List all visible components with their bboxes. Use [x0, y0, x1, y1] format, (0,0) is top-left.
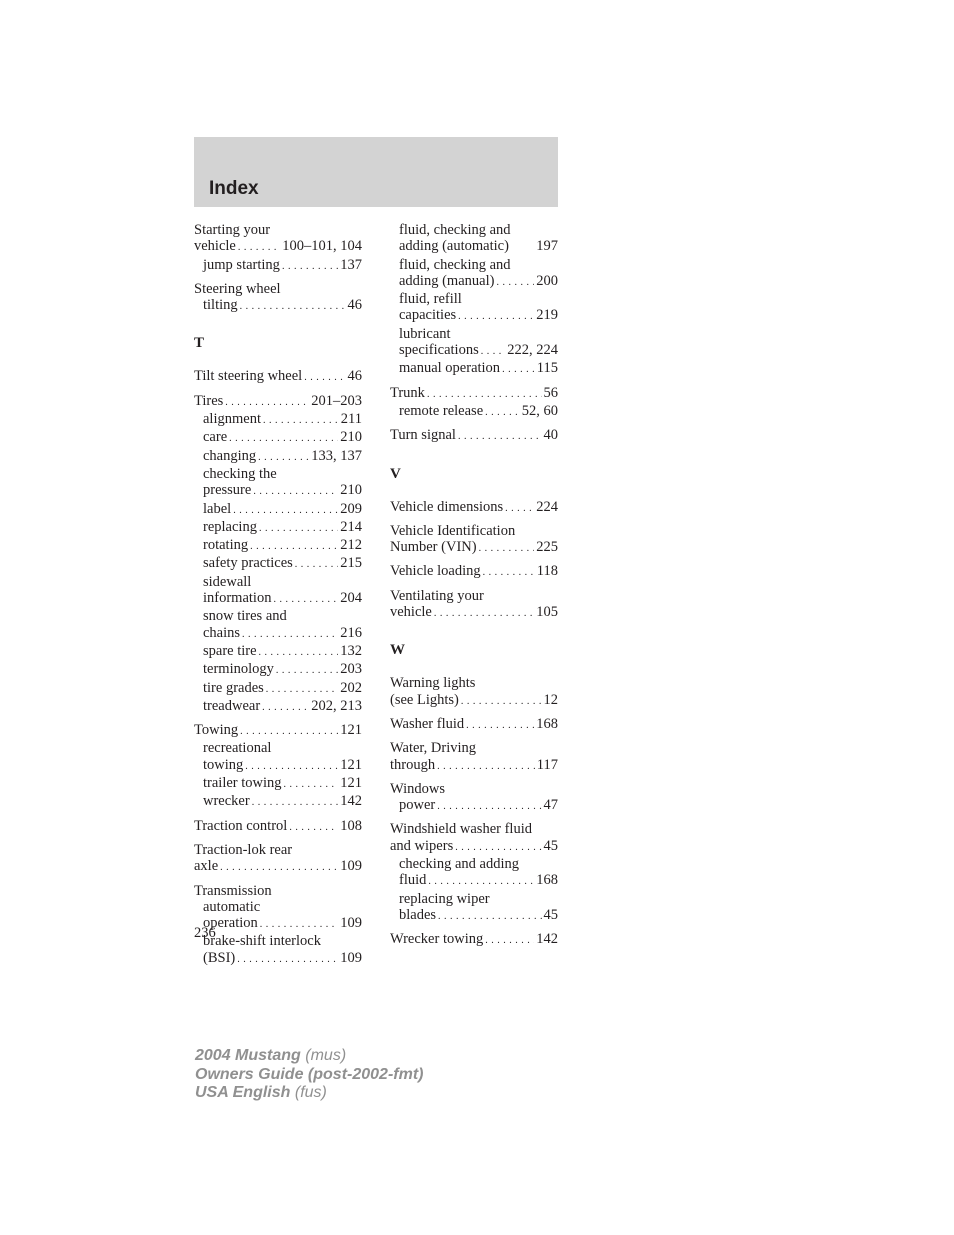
index-entry-line	[390, 675, 558, 691]
index-term: rotating	[203, 537, 249, 554]
dot-leader	[455, 840, 541, 856]
index-term: axle	[194, 858, 219, 875]
index-term: pressure	[203, 482, 252, 499]
index-subentry-line	[194, 519, 362, 537]
index-entry	[390, 716, 558, 734]
index-subentry-line	[194, 793, 362, 811]
index-entry-line	[390, 539, 558, 557]
index-entry	[194, 722, 362, 811]
index-subentry-line	[390, 360, 558, 378]
index-term: Starting your	[194, 222, 271, 238]
index-page-ref: 117	[536, 756, 558, 773]
index-entry	[390, 931, 558, 949]
index-entry-line	[390, 563, 558, 581]
index-entry-line	[194, 368, 362, 386]
index-page-ref: 40	[543, 427, 558, 444]
dot-leader	[485, 933, 534, 949]
index-entry-line	[390, 781, 558, 797]
index-subentry-line	[390, 342, 558, 360]
index-entry-line	[390, 716, 558, 734]
index-page-ref: 142	[340, 793, 362, 810]
index-term: remote release	[399, 402, 484, 419]
index-page-ref: 200	[536, 272, 558, 289]
index-subentry-line	[390, 872, 558, 890]
index-term: Turn signal	[390, 427, 456, 444]
index-page-ref: 115	[536, 360, 558, 377]
index-page-ref: 214	[340, 518, 362, 535]
index-term: Trunk	[390, 384, 425, 401]
index-term: Vehicle dimensions	[390, 498, 504, 515]
dot-leader	[437, 799, 541, 815]
index-term: Number (VIN)	[390, 539, 477, 556]
index-page-ref: 45	[543, 906, 558, 923]
index-entry	[390, 821, 558, 925]
index-entry-line	[390, 931, 558, 949]
dot-leader	[502, 362, 535, 378]
index-entry	[194, 842, 362, 877]
index-page-ref: 121	[340, 775, 362, 792]
index-subentry-line	[194, 661, 362, 679]
index-term: fluid, checking and	[399, 222, 511, 238]
index-entry	[194, 883, 362, 968]
index-subentry-line	[194, 411, 362, 429]
index-subentry-line	[194, 501, 362, 519]
index-entry-line	[390, 604, 558, 622]
dot-leader	[434, 606, 534, 622]
index-entry-line	[194, 842, 362, 858]
index-subentry-line	[194, 537, 362, 555]
index-term: capacities	[399, 307, 457, 324]
index-page-ref: 209	[340, 500, 362, 517]
index-term: Wrecker towing	[390, 931, 484, 948]
index-subentry-line	[390, 238, 558, 256]
index-term: adding (automatic)	[399, 238, 509, 255]
index-page-ref: 121	[340, 756, 362, 773]
index-term: (BSI)	[203, 949, 236, 966]
index-term: wrecker	[203, 793, 250, 810]
index-page-ref: 202, 213	[311, 697, 362, 714]
index-subentry-line	[194, 680, 362, 698]
index-page-ref: 215	[340, 555, 362, 572]
index-entry-line	[390, 499, 558, 517]
index-entry-line	[194, 722, 362, 740]
index-entry-line	[390, 588, 558, 604]
index-term: vehicle	[390, 604, 432, 621]
index-subentry-line	[390, 797, 558, 815]
index-term: Vehicle loading	[390, 563, 481, 580]
index-entry	[390, 781, 558, 816]
index-entry-line	[390, 838, 558, 856]
index-term: trailer towing	[203, 775, 282, 792]
dot-leader	[458, 429, 542, 445]
index-term: Towing	[194, 722, 239, 739]
index-entry	[390, 740, 558, 775]
index-header-bar	[194, 137, 558, 207]
index-entry-line	[194, 883, 362, 899]
index-term: alignment	[203, 411, 261, 428]
index-subentry-line	[194, 933, 362, 949]
index-term: sidewall	[203, 573, 252, 590]
index-subentry-line	[194, 740, 362, 756]
index-term: Vehicle Identification	[390, 522, 516, 539]
index-page-ref: 137	[340, 256, 362, 273]
index-subentry-line	[390, 891, 558, 907]
dot-leader	[427, 387, 542, 403]
dot-leader	[289, 820, 338, 836]
index-term: and wipers	[390, 837, 454, 854]
index-term: replacing wiper	[399, 890, 490, 907]
index-page-ref: 224	[536, 498, 558, 515]
dot-leader	[466, 718, 534, 734]
footer-line-3: USA English (fus)	[195, 1084, 327, 1101]
index-subentry-line	[194, 775, 362, 793]
dot-leader	[276, 663, 338, 679]
index-subentry-line	[194, 899, 362, 915]
index-term: power	[399, 797, 436, 814]
index-term: Transmission	[194, 882, 272, 899]
index-page-ref: 203	[340, 661, 362, 678]
dot-leader	[483, 565, 535, 581]
index-term: Water, Driving	[390, 740, 477, 757]
index-subentry-line	[194, 448, 362, 466]
index-entry	[390, 222, 558, 379]
index-term: label	[203, 500, 232, 517]
dot-leader	[220, 860, 338, 876]
index-term: fluid	[399, 872, 427, 889]
index-column-left	[194, 222, 362, 974]
index-term: replacing	[203, 518, 257, 535]
index-page-ref: 121	[340, 722, 362, 739]
index-term: blades	[399, 906, 437, 923]
index-term: checking the	[203, 465, 277, 482]
page-title: Index	[209, 178, 259, 199]
index-subentry-line	[390, 291, 558, 307]
dot-leader	[250, 539, 338, 555]
index-page-ref: 211	[340, 411, 362, 428]
index-term: through	[390, 756, 436, 773]
index-page-ref: 108	[340, 817, 362, 834]
dot-leader	[225, 395, 309, 411]
index-subentry-line	[390, 326, 558, 342]
index-subentry-line	[390, 907, 558, 925]
index-page-ref: 168	[536, 715, 558, 732]
index-page-ref: 109	[340, 915, 362, 932]
index-page-ref: 204	[340, 590, 362, 607]
index-term: Washer fluid	[390, 715, 465, 732]
dot-leader	[505, 501, 534, 517]
index-term: Windows	[390, 780, 445, 797]
index-term: operation	[203, 915, 258, 932]
dot-leader	[253, 484, 338, 500]
index-entry	[390, 427, 558, 445]
index-subentry-line	[194, 915, 362, 933]
dot-leader	[240, 724, 338, 740]
index-subentry-line	[390, 307, 558, 325]
index-subentry-line	[194, 950, 362, 968]
index-column-right	[390, 222, 558, 956]
index-term: lubricant	[399, 325, 451, 342]
dot-leader	[240, 299, 346, 315]
dot-leader	[295, 557, 338, 573]
index-term: jump starting	[203, 256, 280, 273]
index-term: fluid, checking and	[399, 256, 511, 273]
index-subentry-line	[390, 403, 558, 421]
index-entry	[390, 499, 558, 517]
index-entry-line	[390, 740, 558, 756]
dot-leader	[262, 700, 309, 716]
index-subentry-line	[194, 643, 362, 661]
index-subentry-line	[194, 482, 362, 500]
dot-leader	[229, 431, 338, 447]
index-subentry-line	[194, 625, 362, 643]
index-subentry-line	[390, 257, 558, 273]
index-term: Tilt steering wheel	[194, 368, 303, 385]
dot-leader	[284, 777, 339, 793]
index-entry-line	[194, 818, 362, 836]
index-subentry-line	[194, 590, 362, 608]
dot-leader	[496, 275, 534, 291]
index-term: recreational	[203, 740, 272, 757]
index-entry	[390, 385, 558, 422]
dot-leader	[242, 627, 338, 643]
index-page-ref: 12	[543, 691, 558, 708]
index-entry	[390, 675, 558, 710]
index-page-ref: 212	[340, 537, 362, 554]
index-page-ref: 168	[536, 872, 558, 889]
dot-leader	[458, 309, 534, 325]
index-page-ref: 222, 224	[507, 342, 558, 359]
index-entry	[194, 393, 362, 716]
index-entry	[194, 281, 362, 316]
index-term: towing	[203, 756, 244, 773]
dot-leader	[245, 759, 338, 775]
index-term: spare tire	[203, 642, 257, 659]
index-term: safety practices	[203, 555, 293, 572]
index-page-ref: 52, 60	[521, 402, 558, 419]
dot-leader	[258, 450, 309, 466]
index-page-ref: 118	[536, 563, 558, 580]
dot-leader	[461, 694, 542, 710]
index-term: tilting	[203, 297, 238, 314]
index-page-ref: 142	[536, 931, 558, 948]
index-page-ref: 46	[347, 368, 362, 385]
index-subentry-line	[194, 297, 362, 315]
index-term: Tires	[194, 392, 224, 409]
index-page-ref: 225	[536, 539, 558, 556]
index-subentry-line	[194, 466, 362, 482]
index-subentry-line	[194, 698, 362, 716]
footer-line-2: Owners Guide (post-2002-fmt)	[195, 1065, 424, 1083]
dot-leader	[233, 503, 338, 519]
dot-leader	[437, 759, 535, 775]
index-entry-line	[390, 692, 558, 710]
dot-leader	[481, 344, 506, 360]
index-entry-line	[390, 385, 558, 403]
index-entry	[390, 563, 558, 581]
index-entry-line	[194, 393, 362, 411]
index-term: automatic	[203, 898, 261, 915]
index-term: specifications	[399, 342, 479, 359]
index-subentry-line	[194, 608, 362, 624]
dot-leader	[428, 874, 534, 890]
index-term: Ventilating your	[390, 587, 484, 604]
index-page-ref: 105	[536, 604, 558, 621]
index-section-letter: V	[390, 465, 401, 482]
index-term: vehicle	[194, 238, 236, 255]
dot-leader	[238, 240, 280, 256]
index-section-letter: T	[194, 335, 205, 352]
index-entry-line	[194, 281, 362, 297]
index-subentry-line	[390, 856, 558, 872]
index-term: adding (manual)	[399, 272, 495, 289]
index-page-ref: 210	[340, 482, 362, 499]
index-entry-line	[390, 523, 558, 539]
dot-leader	[273, 592, 338, 608]
index-page-ref: 100–101, 104	[282, 238, 362, 255]
index-section-letter: W	[390, 642, 405, 659]
index-subentry-line	[194, 555, 362, 573]
dot-leader	[438, 909, 541, 925]
index-entry	[390, 588, 558, 623]
index-page-ref: 216	[340, 624, 362, 641]
index-entry	[194, 222, 362, 275]
index-entry	[194, 368, 362, 386]
index-term: changing	[203, 447, 257, 464]
index-subentry-line	[194, 574, 362, 590]
index-entry	[194, 818, 362, 836]
index-page-ref: 210	[340, 429, 362, 446]
index-entry	[390, 523, 558, 558]
dot-leader	[237, 952, 338, 968]
index-term: care	[203, 429, 228, 446]
dot-leader	[266, 682, 338, 698]
index-term: Traction-lok rear	[194, 841, 293, 858]
dot-leader	[282, 259, 338, 275]
dot-leader	[260, 917, 338, 933]
index-term: terminology	[203, 661, 274, 678]
index-term: manual operation	[399, 360, 501, 377]
footer-line-1: 2004 Mustang (mus)	[195, 1047, 347, 1064]
dot-leader	[263, 413, 339, 429]
index-term: treadwear	[203, 697, 261, 714]
index-term: snow tires and	[203, 608, 287, 625]
index-subentry-line	[390, 273, 558, 291]
dot-leader	[479, 541, 535, 557]
index-page-ref: 132	[340, 642, 362, 659]
index-entry-line	[390, 757, 558, 775]
index-page-ref: 201–203	[311, 392, 362, 409]
index-entry-line	[194, 222, 362, 238]
index-page-ref: 219	[536, 307, 558, 324]
index-term: Warning lights	[390, 675, 476, 692]
index-subentry-line	[194, 257, 362, 275]
index-subentry-line	[194, 757, 362, 775]
dot-leader	[259, 645, 339, 661]
index-page-ref: 46	[347, 297, 362, 314]
index-term: Steering wheel	[194, 280, 281, 297]
index-term: fluid, refill	[399, 291, 462, 308]
index-entry-line	[390, 427, 558, 445]
index-page-ref: 202	[340, 679, 362, 696]
index-page-ref: 45	[543, 837, 558, 854]
dot-leader	[485, 405, 520, 421]
index-term: tire grades	[203, 679, 264, 696]
dot-leader	[304, 370, 345, 386]
index-page-ref: 109	[340, 858, 362, 875]
index-page-ref: 56	[543, 384, 558, 401]
index-entry-line	[194, 858, 362, 876]
index-term: chains	[203, 624, 241, 641]
dot-leader	[252, 795, 339, 811]
page-number: 236	[194, 925, 216, 941]
index-term: Traction control	[194, 817, 288, 834]
index-page-ref: 133, 137	[311, 447, 362, 464]
index-subentry-line	[194, 429, 362, 447]
index-term: information	[203, 590, 272, 607]
index-term: (see Lights)	[390, 691, 459, 708]
dot-leader	[259, 521, 338, 537]
index-subentry-line	[390, 222, 558, 238]
index-term: brake-shift interlock	[203, 933, 321, 950]
index-page-ref: 47	[543, 797, 558, 814]
index-page-ref: 197	[536, 238, 558, 255]
index-page-ref: 109	[340, 949, 362, 966]
index-term: checking and adding	[399, 856, 519, 873]
document-footer	[195, 1047, 423, 1103]
index-term: Windshield washer fluid	[390, 821, 532, 838]
index-entry-line	[194, 238, 362, 256]
index-entry-line	[390, 821, 558, 837]
